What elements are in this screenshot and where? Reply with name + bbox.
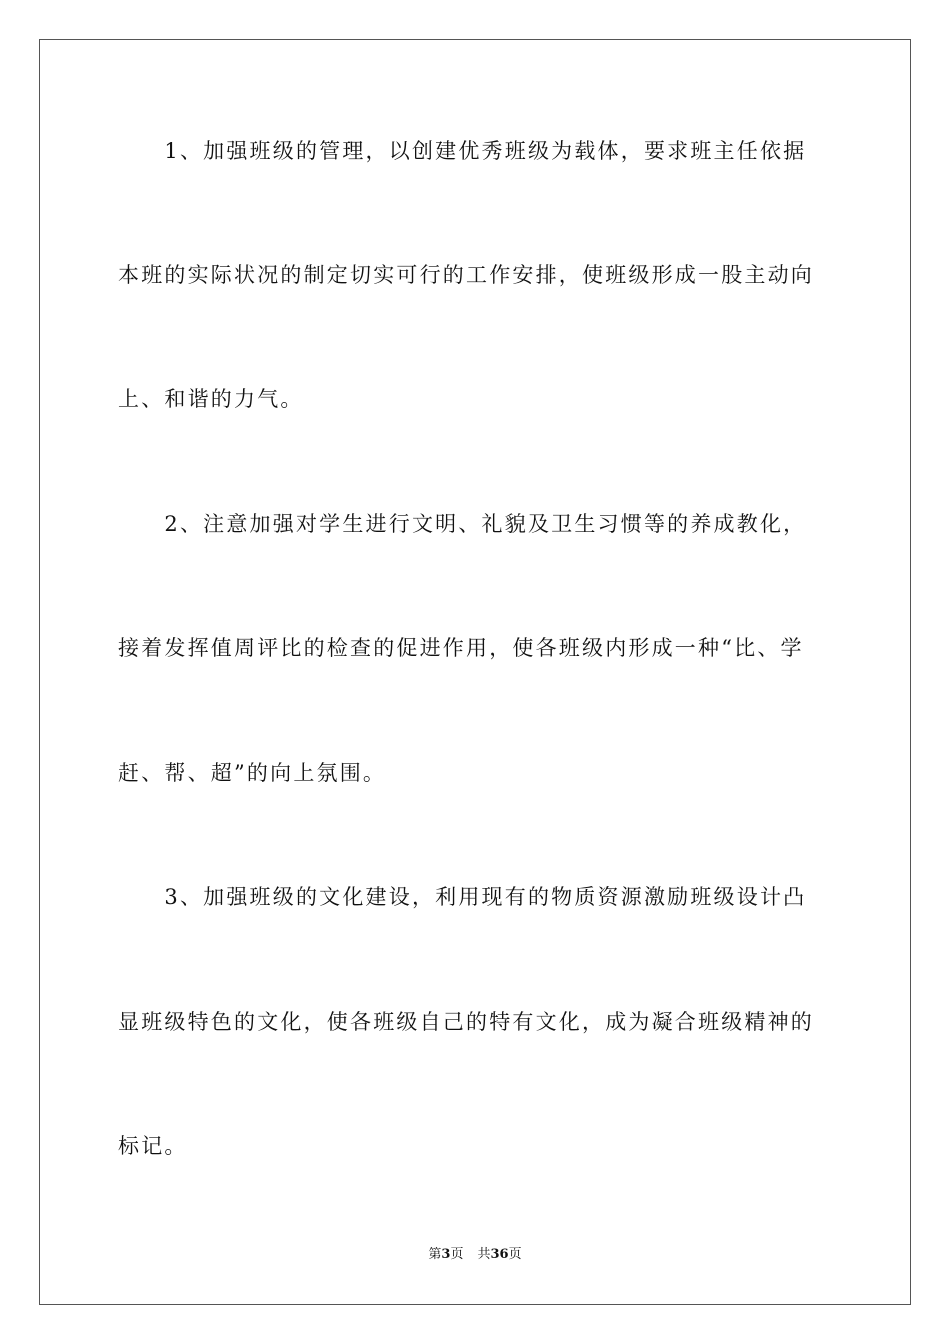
paragraph-3-line-3: 标记。 <box>118 1134 188 1158</box>
page-suffix: 页 <box>450 1247 464 1262</box>
paragraph-2-line-1: 2、注意加强对学生进行文明、礼貌及卫生习惯等的养成教化， <box>118 512 807 536</box>
total-page-count: 36 <box>490 1247 509 1262</box>
paragraph-2-line-2: 接着发挥值周评比的检查的促进作用，使各班级内形成一种“比、学 <box>118 636 804 660</box>
paragraph-1-line-1: 1、加强班级的管理，以创建优秀班级为载体，要求班主任依据 <box>118 139 807 163</box>
total-prefix: 共 <box>477 1247 491 1262</box>
current-page: 3 <box>441 1247 451 1262</box>
paragraph-2-line-3: 赶、帮、超”的向上氛围。 <box>118 761 387 785</box>
paragraph-1-line-3: 上、和谐的力气。 <box>118 387 304 411</box>
paragraph-3-line-2: 显班级特色的文化，使各班级自己的特有文化，成为凝合班级精神的 <box>118 1010 814 1034</box>
total-suffix: 页 <box>508 1247 522 1262</box>
page-number <box>428 1246 463 1264</box>
page-prefix: 第 <box>428 1247 442 1262</box>
page-border <box>39 39 911 1305</box>
paragraph-1-line-2: 本班的实际状况的制定切实可行的工作安排，使班级形成一股主动向 <box>118 263 814 287</box>
page-footer <box>0 1246 950 1264</box>
paragraph-3-line-1: 3、加强班级的文化建设，利用现有的物质资源激励班级设计凸 <box>118 885 807 909</box>
total-pages <box>477 1246 521 1264</box>
